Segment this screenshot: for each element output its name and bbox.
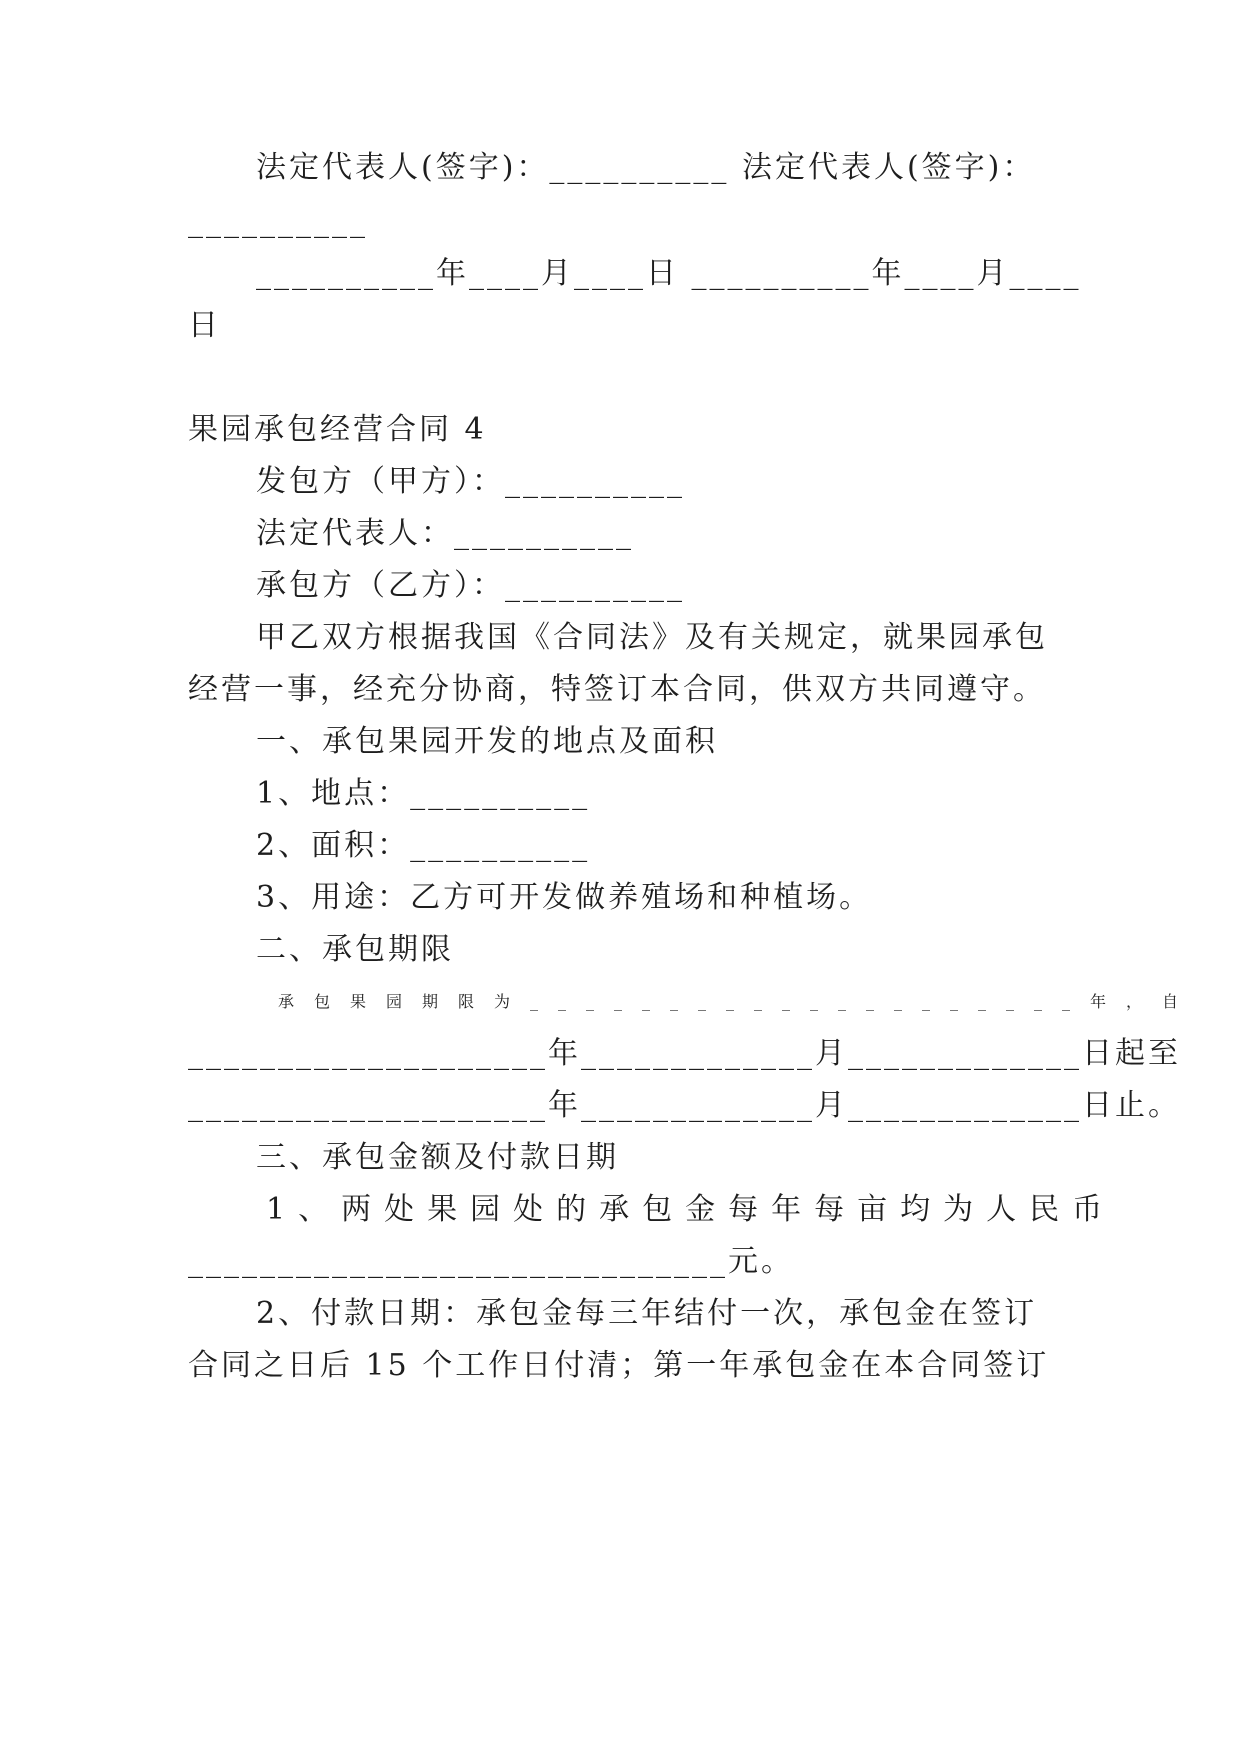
- payment-line-4: 合同之日后 15 个工作日付清；第一年承包金在本合同签订: [188, 1348, 1050, 1383]
- section-2-heading: 二、承包期限: [256, 932, 454, 967]
- payment-line-3: 2、付款日期：承包金每三年结付一次，承包金在签订: [256, 1296, 1038, 1331]
- signature-line-legal-reps: 法定代表人(签字)：__________ 法定代表人(签字)：: [256, 150, 1036, 185]
- term-line-2: ____________________年_____________月_____________日起至: [188, 1036, 1181, 1071]
- preamble-line-1: 甲乙双方根据我国《合同法》及有关规定，就果园承包: [256, 620, 1048, 655]
- signature-blank: __________: [188, 204, 368, 239]
- term-line-1: 承包果园期限为____________________年，自: [278, 992, 1199, 1011]
- party-a-line: 发包方（甲方）：__________: [256, 464, 685, 499]
- term-line-3: ____________________年_____________月_____________日止。: [188, 1088, 1181, 1123]
- item-location: 1、地点：__________: [256, 776, 591, 811]
- item-area: 2、面积：__________: [256, 828, 591, 863]
- legal-rep-line: 法定代表人：__________: [256, 516, 634, 551]
- date-line: __________年____月____日 __________年____月____: [256, 256, 1082, 291]
- contract-title: 果园承包经营合同 4: [188, 412, 487, 447]
- section-1-heading: 一、承包果园开发的地点及面积: [256, 724, 718, 759]
- preamble-line-2: 经营一事，经充分协商，特签订本合同，供双方共同遵守。: [188, 672, 1046, 707]
- date-line-end: 日: [188, 308, 221, 343]
- payment-line-1: 1、两处果园处的承包金每年每亩均为人民币: [266, 1192, 1116, 1227]
- item-use: 3、用途：乙方可开发做养殖场和种植场。: [256, 880, 873, 915]
- party-b-line: 承包方（乙方）：__________: [256, 568, 685, 603]
- payment-line-2: ______________________________元。: [188, 1244, 794, 1279]
- section-3-heading: 三、承包金额及付款日期: [256, 1140, 619, 1175]
